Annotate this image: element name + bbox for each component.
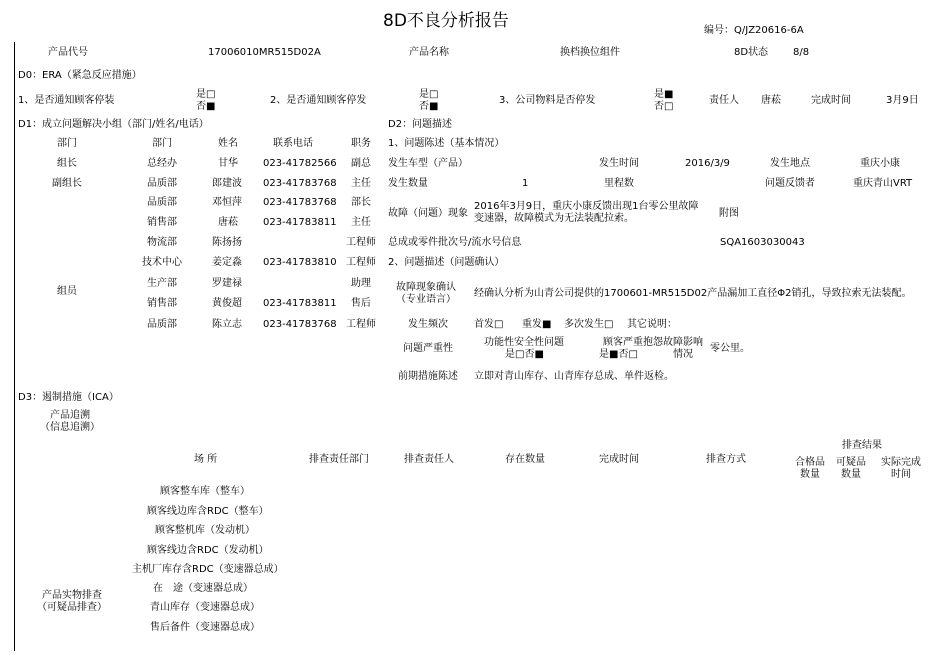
d2-impact-label: 故障影响 情况 <box>663 337 703 360</box>
d0-question-3: 3、公司物料是否停发 <box>499 95 596 106</box>
d3-place-item: 顾客整机库（发动机） <box>155 525 255 536</box>
d3-header-result: 排查结果 <box>842 440 882 451</box>
d3-place-item: 在 途（变速器总成） <box>153 583 253 594</box>
team-row-name: 姜定淼 <box>212 257 242 268</box>
team-row-dept: 销售部 <box>147 217 177 228</box>
d2-qty-value: 1 <box>522 178 529 189</box>
d3-check-label: 产品实物排查 （可疑品排查） <box>37 590 107 613</box>
team-row-title: 部长 <box>351 197 371 208</box>
d2-complaint-label: 顾客严重抱怨 <box>603 337 663 348</box>
d2-confirm-title: 2、问题描述（问题确认） <box>388 257 505 268</box>
d2-impact-value: 零公里。 <box>710 343 750 354</box>
d0-q3-yes: 是■ <box>654 89 674 100</box>
d2-frequency-other: 其它说明： <box>627 319 677 330</box>
team-row-title: 工程师 <box>346 319 376 330</box>
team-row-title: 助理 <box>351 278 371 289</box>
d2-prior-value: 立即对青山库存、山青库存总成、单件返检。 <box>474 371 674 382</box>
d2-fault-value: 2016年3月9日，重庆小康反馈出现1台零公里故障 变速器，故障模式为无法装配拉索。 <box>474 201 699 224</box>
d2-severity-label: 问题严重性 <box>403 343 453 354</box>
d3-place-item: 主机厂库存含RDC（变速器总成） <box>132 564 284 575</box>
d3-place-item: 顾客线边含RDC（发动机） <box>147 545 269 556</box>
team-row-title: 工程师 <box>346 237 376 248</box>
team-row-phone: 023-41783768 <box>263 319 337 330</box>
team-row-phone: 023-41783811 <box>263 298 337 309</box>
d3-place-item: 青山库存（变速器总成） <box>150 602 260 613</box>
d2-confirm-value: 经确认分析为山青公司提供的1700601-MR515D02产品漏加工直径Φ2销孔，导致拉索无法装配。 <box>474 288 912 299</box>
d3-place-item: 售后备件（变速器总成） <box>150 622 260 633</box>
team-row-dept: 总经办 <box>147 158 177 169</box>
d0-title: D0：ERA（紧急反应措施） <box>18 70 142 81</box>
team-role-leader: 组长 <box>57 158 77 169</box>
d2-frequency-first: 首发□ <box>474 319 504 330</box>
team-row-dept: 品质部 <box>147 197 177 208</box>
d1-title: D1：成立问题解决小组（部门/姓名/电话） <box>18 119 209 130</box>
team-row-dept: 物流部 <box>147 237 177 248</box>
d0-done-label: 完成时间 <box>811 95 851 106</box>
d2-time-label: 发生时间 <box>599 158 639 169</box>
d2-batch-value: SQA1603030043 <box>720 237 805 248</box>
team-role-member: 组员 <box>57 286 77 297</box>
d2-confirm-label: 故障现象确认 （专业语言） <box>396 282 456 305</box>
team-row-dept: 品质部 <box>147 178 177 189</box>
team-row-name: 郎建波 <box>212 178 242 189</box>
d3-header-place: 场 所 <box>194 454 218 465</box>
status-label: 8D状态 <box>734 47 769 58</box>
d2-frequency-repeat: 重发■ <box>522 319 552 330</box>
d2-attachment-label: 附图 <box>719 208 739 219</box>
d0-question-1: 1、是否通知顾客停装 <box>18 95 115 106</box>
team-row-name: 黄俊超 <box>212 298 242 309</box>
d2-safety-value: 是□否■ <box>505 349 544 360</box>
team-row-name: 陈扬扬 <box>212 237 242 248</box>
d3-trace-label: 产品追溯 （信息追溯） <box>40 410 100 433</box>
team-role-deputy: 副组长 <box>52 178 82 189</box>
d3-place-item: 顾客整车库（整车） <box>160 486 250 497</box>
team-row-title: 售后 <box>351 298 371 309</box>
d2-title: D2：问题描述 <box>388 119 453 130</box>
team-header-phone: 联系电话 <box>273 138 313 149</box>
team-row-title: 工程师 <box>346 257 376 268</box>
team-row-phone: 023-41783768 <box>263 178 337 189</box>
team-row-name: 陈立志 <box>212 319 242 330</box>
d3-header-ok-qty: 合格品 数量 <box>795 457 825 480</box>
d3-header-done: 完成时间 <box>599 454 639 465</box>
team-row-phone: 023-41782566 <box>263 158 337 169</box>
d2-place-value: 重庆小康 <box>860 158 900 169</box>
d0-q2-no: 否■ <box>419 101 439 112</box>
team-row-dept: 品质部 <box>147 319 177 330</box>
team-row-title: 主任 <box>351 178 371 189</box>
d0-q2-yes: 是□ <box>419 89 439 100</box>
d0-q1-no: 否■ <box>196 101 216 112</box>
team-header-title: 职务 <box>351 138 371 149</box>
team-row-phone: 023-41783810 <box>263 257 337 268</box>
d2-model-label: 发生车型（产品） <box>388 158 468 169</box>
d3-header-suspect-qty: 可疑品 数量 <box>836 457 866 480</box>
d2-qty-label: 发生数量 <box>388 178 428 189</box>
team-row-phone: 023-41783811 <box>263 217 337 228</box>
d0-owner-value: 唐菘 <box>761 95 781 106</box>
report-title: 8D不良分析报告 <box>383 11 509 31</box>
d2-safety-label: 功能性安全性问题 <box>484 337 564 348</box>
d3-title: D3：遏制措施（ICA） <box>18 392 119 403</box>
product-name-label: 产品名称 <box>409 47 449 58</box>
d0-q3-no: 否□ <box>654 101 674 112</box>
team-row-title: 副总 <box>351 158 371 169</box>
document-code: 编号：Q/JZ20616-6A <box>704 25 804 36</box>
d2-fault-label: 故障（问题）现象 <box>388 208 468 219</box>
d0-owner-label: 责任人 <box>709 95 739 106</box>
team-row-dept: 技术中心 <box>142 257 182 268</box>
d2-frequency-label: 发生频次 <box>408 319 448 330</box>
product-code-label: 产品代号 <box>48 47 88 58</box>
d3-header-person: 排查责任人 <box>404 454 454 465</box>
d0-q1-yes: 是□ <box>196 89 216 100</box>
team-row-name: 甘华 <box>218 158 238 169</box>
d2-time-value: 2016/3/9 <box>685 158 730 169</box>
left-border-line <box>14 42 15 651</box>
team-header-name: 姓名 <box>218 138 238 149</box>
d3-header-actual-time: 实际完成 时间 <box>881 457 921 480</box>
team-row-title: 主任 <box>351 217 371 228</box>
d2-mileage-label: 里程数 <box>604 178 634 189</box>
d2-basic-title: 1、问题陈述（基本情况） <box>388 138 505 149</box>
team-row-dept: 生产部 <box>147 278 177 289</box>
d3-place-item: 顾客线边库含RDC（整车） <box>147 506 269 517</box>
product-code-value: 17006010MR515D02A <box>208 47 321 58</box>
d3-header-stock: 存在数量 <box>505 454 545 465</box>
team-row-name: 罗建禄 <box>212 278 242 289</box>
d0-done-value: 3月9日 <box>886 95 919 106</box>
d2-frequency-multiple: 多次发生□ <box>564 319 614 330</box>
d2-feedback-value: 重庆青山VRT <box>853 178 913 189</box>
status-value: 8/8 <box>793 47 810 58</box>
team-row-phone: 023-41783768 <box>263 197 337 208</box>
d3-header-dept: 排查责任部门 <box>309 454 369 465</box>
d2-feedback-label: 问题反馈者 <box>765 178 815 189</box>
d2-complaint-value: 是■否□ <box>599 349 638 360</box>
team-row-name: 邓恒萍 <box>212 197 242 208</box>
team-header-role: 部门 <box>57 138 77 149</box>
d0-question-2: 2、是否通知顾客停发 <box>270 95 367 106</box>
d2-prior-label: 前期措施陈述 <box>398 371 458 382</box>
product-name-value: 换档换位组件 <box>560 47 620 58</box>
d3-header-method: 排查方式 <box>706 454 746 465</box>
d2-batch-label: 总成或零件批次号/流水号信息 <box>388 237 522 248</box>
team-header-dept: 部门 <box>152 138 172 149</box>
team-row-name: 唐菘 <box>218 217 238 228</box>
team-row-dept: 销售部 <box>147 298 177 309</box>
d2-place-label: 发生地点 <box>770 158 810 169</box>
